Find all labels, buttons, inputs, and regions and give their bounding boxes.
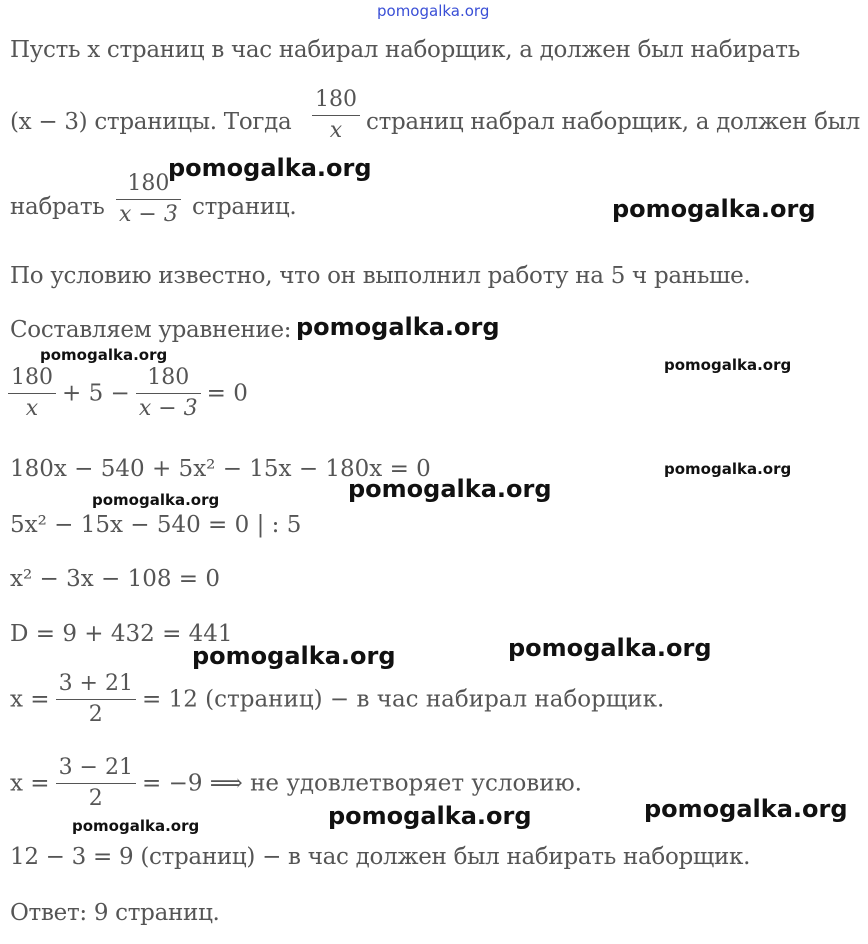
equation-1-end: = 0 [206,380,248,407]
watermark: pomogalka.org [328,802,532,830]
fraction-denominator: 2 [88,786,103,811]
watermark: pomogalka.org [40,346,168,364]
fraction-bar [116,199,181,200]
text-line-3a: набрать [10,194,105,220]
fraction-bar [56,699,136,700]
fraction-denominator: x [329,118,343,143]
fraction-denominator: x − 3 [119,202,178,227]
watermark: pomogalka.org [508,634,712,662]
fraction-numerator: 180 [315,87,357,112]
watermark: pomogalka.org [348,475,552,503]
fraction-bar [8,393,56,394]
text-line-1: Пусть x страниц в час набирал наборщик, а должен был набирать [10,37,800,63]
fraction-denominator: 2 [88,702,103,727]
text-line-2b: страниц набрал наборщик, а должен был [366,109,860,135]
equation-7-lhs: x = [10,770,50,797]
fraction-bar [312,115,360,116]
watermark: pomogalka.org [612,195,816,223]
watermark: pomogalka.org [644,795,848,823]
equation-5: D = 9 + 432 = 441 [10,621,233,647]
watermark: pomogalka.org [664,460,792,478]
fraction-numerator: 3 + 21 [58,671,133,696]
fraction-numerator: 180 [147,365,190,390]
equation-4: x² − 3x − 108 = 0 [10,566,221,592]
equation-8: 12 − 3 = 9 (страниц) − в час должен был набирать наборщик. [10,844,751,870]
equation-3: 5x² − 15x − 540 = 0 | : 5 [10,512,302,538]
fraction-180-over-x [306,88,366,143]
fraction-denominator: x [25,396,39,421]
watermark: pomogalka.org [92,491,220,509]
watermark: pomogalka.org [168,154,372,182]
fraction-numerator: 180 [127,171,170,196]
fraction-bar [136,393,201,394]
equation-2: 180x − 540 + 5x² − 15x − 180x = 0 [10,456,431,482]
equation-6-lhs: x = [10,686,50,713]
answer-line: Ответ: 9 страниц. [10,900,220,926]
equation-7-rhs: = −9 ⟹ не удовлетворяет условию. [141,770,582,797]
watermark: pomogalka.org [72,817,200,835]
equation-6-rhs: = 12 (страниц) − в час набирал наборщик. [141,686,665,713]
fraction-numerator: 3 − 21 [58,755,133,780]
fraction-numerator: 180 [11,365,53,390]
fraction-denominator: x − 3 [138,396,198,421]
equation-6 [10,672,664,727]
text-line-4: По условию известно, что он выполнил работу на 5 ч раньше. [10,263,751,289]
site-watermark-top: pomogalka.org [377,2,490,20]
watermark: pomogalka.org [296,313,500,341]
text-line-2a: (x − 3) страницы. Тогда [10,109,292,135]
equation-1-middle: + 5 − [62,380,130,407]
watermark: pomogalka.org [664,356,792,374]
text-line-5: Составляем уравнение: [10,317,292,343]
equation-1 [4,366,248,421]
text-line-3b: страниц. [192,194,297,220]
fraction-bar [56,783,136,784]
watermark: pomogalka.org [192,642,396,670]
